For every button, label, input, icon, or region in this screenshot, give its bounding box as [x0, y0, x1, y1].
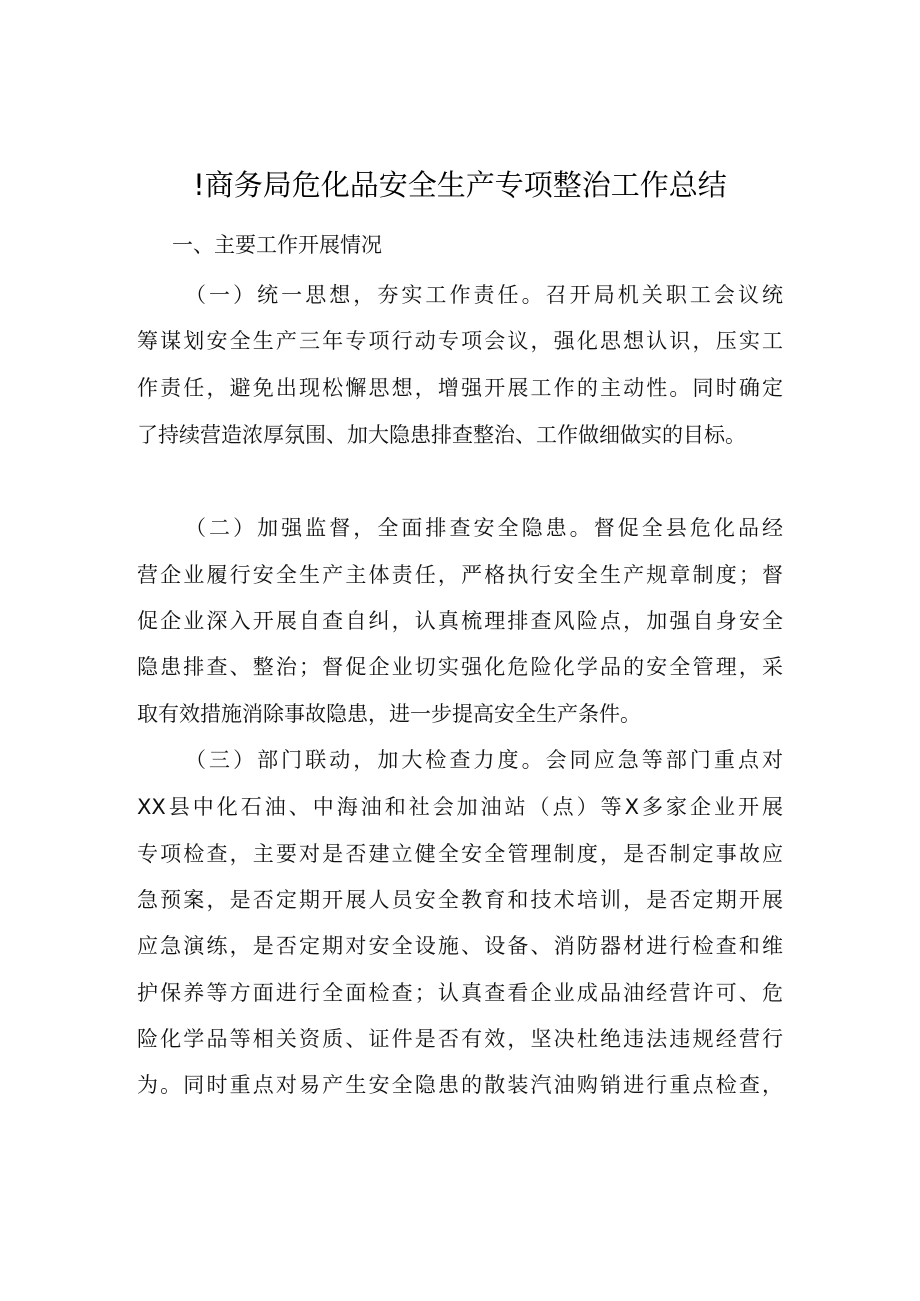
- paragraph-3-line: 应急演练，是否定期对安全设施、设备、消防器材进行检查和维: [137, 934, 783, 958]
- paragraph-1-line: 筹谋划安全生产三年专项行动专项会议，强化思想认识，压实工: [137, 329, 783, 353]
- paragraph-1-line: （一）统一思想，夯实工作责任。召开局机关职工会议统: [185, 283, 783, 307]
- paragraph-3-line: 护保养等方面进行全面检查；认真查看企业成品油经营许可、危: [137, 981, 783, 1005]
- paragraph-3-line: 险化学品等相关资质、证件是否有效，坚决杜绝违法违规经营行: [137, 1027, 783, 1051]
- paragraph-3-line: XX县中化石油、中海油和社会加油站（点）等X多家企业开展: [137, 795, 783, 819]
- paragraph-2-line: 促企业深入开展自查自纠，认真梳理排查风险点，加强自身安全: [137, 609, 783, 633]
- paragraph-3-line: 为。同时重点对易产生安全隐患的散装汽油购销进行重点检查，: [137, 1073, 783, 1097]
- paragraph-2-line: （二）加强监督，全面排查安全隐患。督促全县危化品经: [185, 516, 783, 540]
- paragraph-1-line: 了持续营造浓厚氛围、加大隐患排查整治、工作做细做实的目标。: [137, 423, 746, 447]
- paragraph-2-line: 营企业履行安全生产主体责任，严格执行安全生产规章制度；督: [137, 563, 783, 587]
- paragraph-3-line: 急预案，是否定期开展人员安全教育和技术培训，是否定期开展: [137, 888, 783, 912]
- paragraph-2-line: 隐患排查、整治；督促企业切实强化危险化学品的安全管理，采: [137, 655, 783, 679]
- paragraph-3-line: 专项检查，主要对是否建立健全安全管理制度，是否制定事故应: [137, 842, 783, 866]
- paragraph-1-line: 作责任，避免出现松懈思想，增强开展工作的主动性。同时确定: [137, 376, 783, 400]
- paragraph-2-line: 取有效措施消除事故隐患，进一步提高安全生产条件。: [137, 702, 641, 726]
- paragraph-3-line: （三）部门联动，加大检查力度。会同应急等部门重点对: [185, 748, 783, 772]
- document-title: !商务局危化品安全生产专项整治工作总结: [193, 168, 727, 202]
- section-heading: 一、主要工作开展情况: [172, 233, 382, 257]
